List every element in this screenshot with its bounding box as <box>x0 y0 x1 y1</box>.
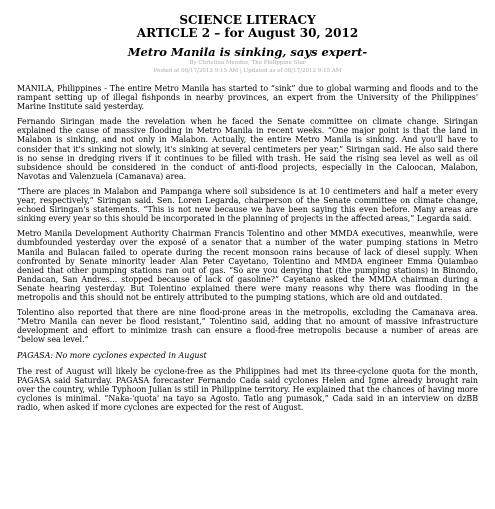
paragraph-3: “There are places in Malabon and Pampanga where soil subsidence is at 10 centimeters and half a meter every year, respectively,” Siringan said. Sen. Loren Legarda, chairperson of the Senate committee on climate change, echoed Siringan's statements. “This is not new because we have been saying this even before. Many areas are sinking every year so this should be incorporated in the planning of projects in the affected areas,” Legarda said. <box>17 186 478 224</box>
byline-author: By Christina Mendez, The Philippine Star <box>189 60 306 66</box>
section-subheading: PAGASA: No more cyclones expected in August <box>17 351 207 361</box>
byline-posted: Posted at 08/17/2012 9:15 AM | Updated as of 08/17/2012 9:15 AM <box>153 68 342 74</box>
paragraph-5: Tolentino also reported that there are nine flood-prone areas in the metropolis, excluding the Camanava area. “Metro Manila can never be flood resistant,” Tolentino said, adding that no amount of massive infrastructure development and effort to minimize trash can ensure a flood-free metropolis because a number of areas are “below sea level.” <box>17 308 478 345</box>
document-page <box>0 14 495 509</box>
article-heading: ARTICLE 2 – for August 30, 2012 <box>136 26 359 40</box>
paragraph-4: Metro Manila Development Authority Chairman Francis Tolentino and other MMDA executives, meanwhile, were dumbfounded yesterday over the exposé of a senator that a number of the water pumping stations in Metro Manila and Bulacan failed to operate during the recent monsoon rains because of lack of diesel supply. When confronted by Senate minority leader Alan Peter Cayetano, Tolentino and MMDA engineer Emma Quiambao denied that other pumping stations ran out of gas. “So are you denying that (the pumping stations) in Binondo, Pandacan, San Andres... stopped because of lack of gasoline?” Cayetano asked the MMDA chairman during a Senate hearing yesterday. But Tolentino explained there were many reasons why there was flooding in the metropolis and this should not be entirely attributed to the pumping stations, which are old and outdated. <box>17 229 478 302</box>
article-title: Metro Manila is sinking, says expert- <box>127 45 368 59</box>
paragraph-2: Fernando Siringan made the revelation when he faced the Senate committee on climate change. Siringan explained the cause of massive flooding in Metro Manila in recent weeks. “One major point is that the land in Malabon is sinking, and not only in Malabon. Actually, the entire Metro Manila is sinking. And you'll have to consider that it's sinking not slowly, it's sinking at several centimeters per year,” Siringan said. He also said there is no sense in dredging rivers if it continues to be filled with trash. He said the rising sea level as well as oil subsidence should be considered in the conduct of anti-flood projects, especially in the Caloocan, Malabon, Navotas and Valenzuela (Camanava) area. <box>17 117 478 181</box>
paragraph-6: The rest of August will likely be cyclone-free as the Philippines had met its three-cyclone quota for the month, PAGASA said Saturday. PAGASA forecaster Fernando Cada said cyclones Helen and Igme already brought rain over the country, while Typhoon Julian is still in Philippine territory. He explained that the chances of having more cyclones is minimal. “Naka-'quota' na tayo sa Agosto. Tatlo ang pumasok,” Cada said in an interview on dzBB radio, when asked if more cyclones are expected for the rest of August. <box>17 366 478 412</box>
document-heading: SCIENCE LITERACY <box>179 13 316 27</box>
paragraph-1: MANILA, Philippines - The entire Metro Manila has started to “sink” due to global warming and floods and to the rampant setting up of illegal fishponds in nearby provinces, an expert from the University of the Philippines' Marine Institute said yesterday. <box>17 84 478 112</box>
